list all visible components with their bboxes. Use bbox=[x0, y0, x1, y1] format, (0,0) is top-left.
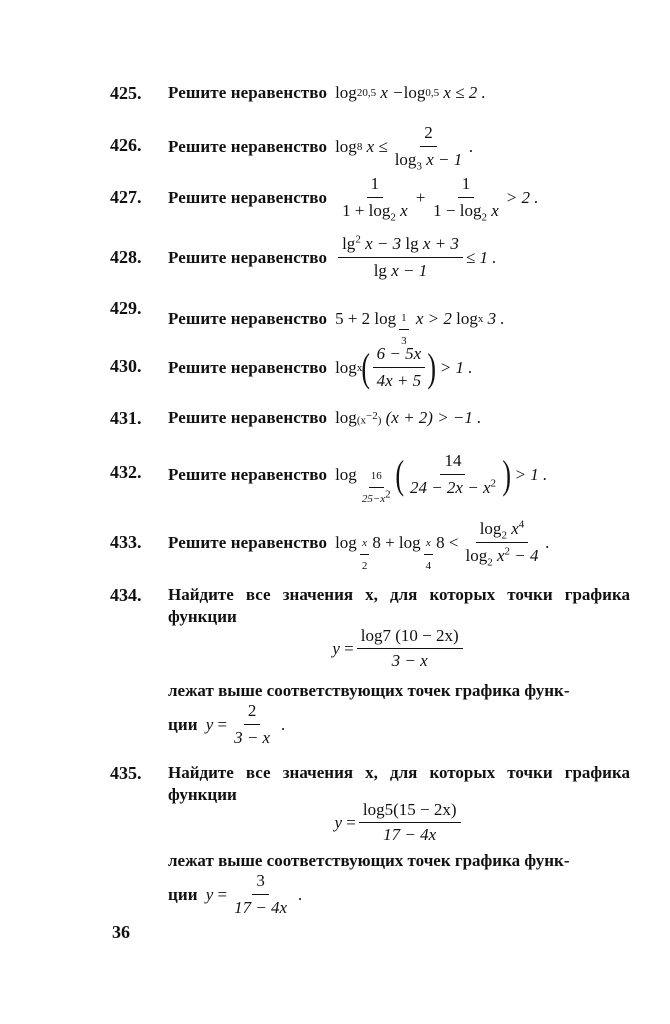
problem-434-tail: лежат выше соответствующих точек графика функ- bbox=[168, 681, 570, 700]
problem-435-compare: ции y = $\frac{3}{17 - 4x}$ . bbox=[168, 871, 303, 917]
problem-432 bbox=[168, 450, 548, 505]
problem-434-tail2: ции bbox=[168, 714, 198, 734]
problem-431-formula: log $(x^{-2})$ (x + 2) > −1 . bbox=[335, 408, 482, 427]
problem-428-number: 428. bbox=[110, 247, 142, 267]
problem-427-number: 427. bbox=[110, 187, 142, 207]
problem-430-number: 430. bbox=[110, 356, 142, 376]
problem-435-tail2: ции bbox=[168, 884, 198, 904]
problem-434-func-denominator: 3 − x bbox=[391, 651, 428, 670]
problem-429-formula: 5 + 2 log $\frac{1}{3}$ x > 2 log x 3 . bbox=[335, 308, 505, 347]
problem-433-formula: log $\frac{x}{2}$ 8 + log $\frac{x}{4}$ 8 < $\frac{\log_2 x^4}{\log_2 x^2 - 4}$ . bbox=[335, 518, 550, 572]
problem-428 bbox=[168, 233, 496, 282]
problem-425 bbox=[168, 82, 486, 104]
problem-435-intro: Найдите все значения x, для которых точки графика функции bbox=[168, 763, 630, 804]
problem-435-number: 435. bbox=[110, 763, 142, 783]
problem-verb: Решите неравенство bbox=[168, 357, 328, 377]
problem-431-number: 431. bbox=[110, 408, 142, 428]
problem-verb: Решите неравенство bbox=[168, 187, 328, 207]
problem-434-func-numerator: log7 (10 − 2x) bbox=[357, 626, 463, 649]
problem-429-number: 429. bbox=[110, 298, 142, 318]
problem-434-intro: Найдите все значения x, для которых точки графика функции bbox=[168, 585, 630, 626]
problem-verb: Решите неравенство bbox=[168, 464, 328, 484]
problem-435-cmp-denominator: 17 − 4x bbox=[234, 898, 288, 917]
problem-435-func-numerator: log5(15 − 2x) bbox=[359, 800, 461, 823]
problem-verb: Решите неравенство bbox=[168, 308, 328, 328]
problem-432-number: 432. bbox=[110, 462, 142, 482]
problem-433 bbox=[168, 518, 550, 572]
problem-verb: Решите неравенство bbox=[168, 136, 328, 156]
problem-433-number: 433. bbox=[110, 532, 142, 552]
problem-434-function: y = $\frac{\log 7 (10 - 2x)}{3 - x}$ bbox=[168, 626, 630, 671]
problem-430 bbox=[168, 343, 472, 392]
problem-435-cmp-numerator: 3 bbox=[252, 870, 269, 895]
problem-verb: Решите неравенство bbox=[168, 247, 328, 267]
problem-verb: Решите неравенство bbox=[168, 532, 328, 552]
problem-426-number: 426. bbox=[110, 135, 142, 155]
problem-432-formula: log $\frac{16}{25-x^2}$ ( $\frac{14}{24 - 2x - x^2}$ ) > 1 . bbox=[335, 451, 548, 505]
problem-verb: Решите неравенство bbox=[168, 408, 328, 427]
problem-verb: Решите неравенство bbox=[168, 83, 328, 102]
problem-435-function: y = $\frac{\log 5(15 - 2x)}{17 - 4x}$ bbox=[168, 800, 630, 845]
problem-434-cmp-denominator: 3 − x bbox=[234, 728, 271, 747]
problem-434-compare: ции y = $\frac{2}{3 - x}$ . bbox=[168, 701, 286, 747]
problem-425-number: 425. bbox=[110, 83, 142, 103]
problem-425-formula: log 2 0,5 x − log 0,5 x ≤ 2 . bbox=[335, 83, 486, 102]
problem-434-cmp-numerator: 2 bbox=[244, 700, 261, 725]
problem-427 bbox=[168, 173, 539, 222]
problem-431 bbox=[168, 407, 481, 429]
problem-426 bbox=[168, 122, 473, 171]
problem-434-number: 434. bbox=[110, 585, 142, 605]
problem-427-formula: $\frac{1}{1 + \log_2 x}$ + $\frac{1}{1 - \log_2 x}$ > 2 . bbox=[342, 174, 539, 224]
page-number: 36 bbox=[112, 922, 130, 942]
problem-429 bbox=[168, 296, 505, 347]
problem-428-formula: $\frac{\lg^2 x - 3 \lg x + 3}{\text{lg x − 1}}$ ≤ 1 . bbox=[335, 233, 496, 282]
problem-435-tail: лежат выше соответствующих точек графика функ- bbox=[168, 851, 570, 870]
problem-435-func-denominator: 17 − 4x bbox=[383, 825, 437, 844]
problem-430-formula: log x ( $\frac{6 - 5x}{4x + 5}$ ) > 1 . bbox=[335, 344, 473, 390]
problem-426-formula: log 8 x ≤ $\frac{2}{\log_3 x - 1}$ . bbox=[335, 123, 474, 173]
